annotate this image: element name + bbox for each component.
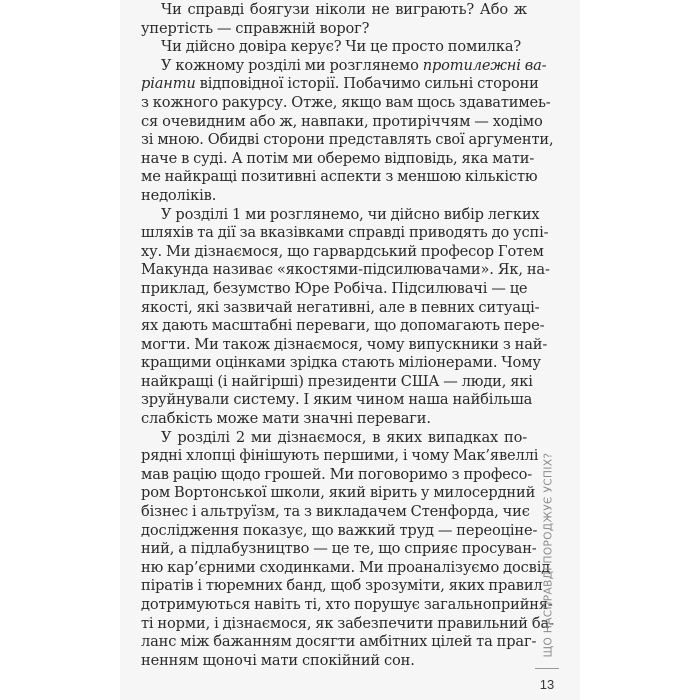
- text-line: ланс між бажанням досягти амбітних цілей та праг-: [141, 633, 537, 651]
- text-line: ях дають масштабні переваги, що допомагають пере-: [141, 317, 545, 335]
- text-line: Чи справді боягузи ніколи не виграють? Або ж: [161, 1, 527, 18]
- text-line: найкращі (і найгірші) президенти США — люди, які: [141, 372, 533, 390]
- text-line: бізнес і альтруїзм, та з викладачем Стенфорда, чиє: [141, 503, 530, 521]
- text-line: піратів і тюремних банд, щоб зрозуміти, яких правил: [141, 577, 543, 595]
- text-line: ненням щоночі мати спокійний сон.: [141, 651, 415, 669]
- page-number: 13: [539, 677, 555, 692]
- text-line: ті норми, і дізнаємося, як забезпечити правильний ба-: [141, 614, 554, 632]
- text-line: упертість — справжній ворог?: [141, 19, 370, 37]
- text-line: [141, 56, 547, 76]
- book-page: [120, 0, 580, 700]
- text-line: ся очевидним або ж, навпаки, протиріччям — ходімо: [141, 112, 543, 130]
- text-line: шляхів та дії за вказівками справді приводять до успі-: [141, 224, 549, 242]
- text-line: ний, а підлабузництво — це те, що сприяє просуван-: [141, 540, 537, 558]
- text-line: з кожного ракурсу. Отже, якщо вам щось здаватимеь-: [141, 93, 551, 111]
- running-head-text: ЩО НАСПРАВДІ ПОРОДЖУЄ УСПІХ?: [542, 452, 555, 658]
- text-line: зруйнували систему. І яким чином наша найбільша: [141, 391, 533, 409]
- text-line: У розділі 1 ми розглянемо, чи дійсно вибір легких: [161, 205, 540, 223]
- text-line: мав рацію щодо грошей. Ми поговоримо з професо-: [141, 465, 533, 483]
- text-line: [141, 75, 539, 94]
- text-line: ме найкращі позитивні аспекти з меншою кількістю: [141, 168, 538, 186]
- text-line: дотримуються навіть ті, хто порушує загальноприйня-: [141, 596, 553, 613]
- text-line: рядні хлопці фінішують першими, і чому Мак’явеллі: [141, 447, 539, 465]
- italic-text-run: протилежні ва-: [422, 56, 547, 74]
- text-line: зі мною. Обидві сторони представлять свої аргументи,: [141, 131, 554, 149]
- text-line: слабкість може мати значні переваги.: [141, 410, 431, 428]
- text-line: якості, які зазвичай негативні, але в певних ситуаці-: [141, 298, 540, 316]
- text-line: ню кар’єрними сходинками. Ми проаналізуємо досвід: [141, 558, 551, 576]
- text-line: ху. Ми дізнаємося, що гарвардський професор Готем: [141, 242, 544, 260]
- text-run: У кожному розділі ми розглянемо: [161, 56, 423, 74]
- text-line: Чи дійсно довіра керує? Чи це просто помилка?: [161, 38, 522, 56]
- text-run: відповідної історії. Побачимо сильні сторони: [195, 75, 539, 93]
- text-line: могти. Ми також дізнаємося, чому випускники з най-: [141, 335, 548, 353]
- text-line: дослідження показує, що важкий труд — переоціне-: [141, 521, 538, 539]
- text-line: недоліків.: [141, 186, 217, 204]
- text-line: ром Вортонської школи, який вірить у милосердний: [141, 484, 536, 502]
- text-line: кращими оцінками зрідка стають міліонерами. Чому: [141, 354, 541, 372]
- text-line: Макунда називає «якостями-підсилювачами». Як, на-: [141, 261, 550, 279]
- text-line: У розділі 2 ми дізнаємося, в яких випадках по-: [161, 428, 527, 446]
- text-line: наче в суді. А потім ми оберемо відповідь, яка мати-: [141, 149, 535, 167]
- running-head-divider: [535, 668, 559, 669]
- text-line: приклад, безумство Юре Робіча. Підсилювачі — це: [141, 279, 528, 297]
- italic-text-run: ріанти: [141, 75, 196, 93]
